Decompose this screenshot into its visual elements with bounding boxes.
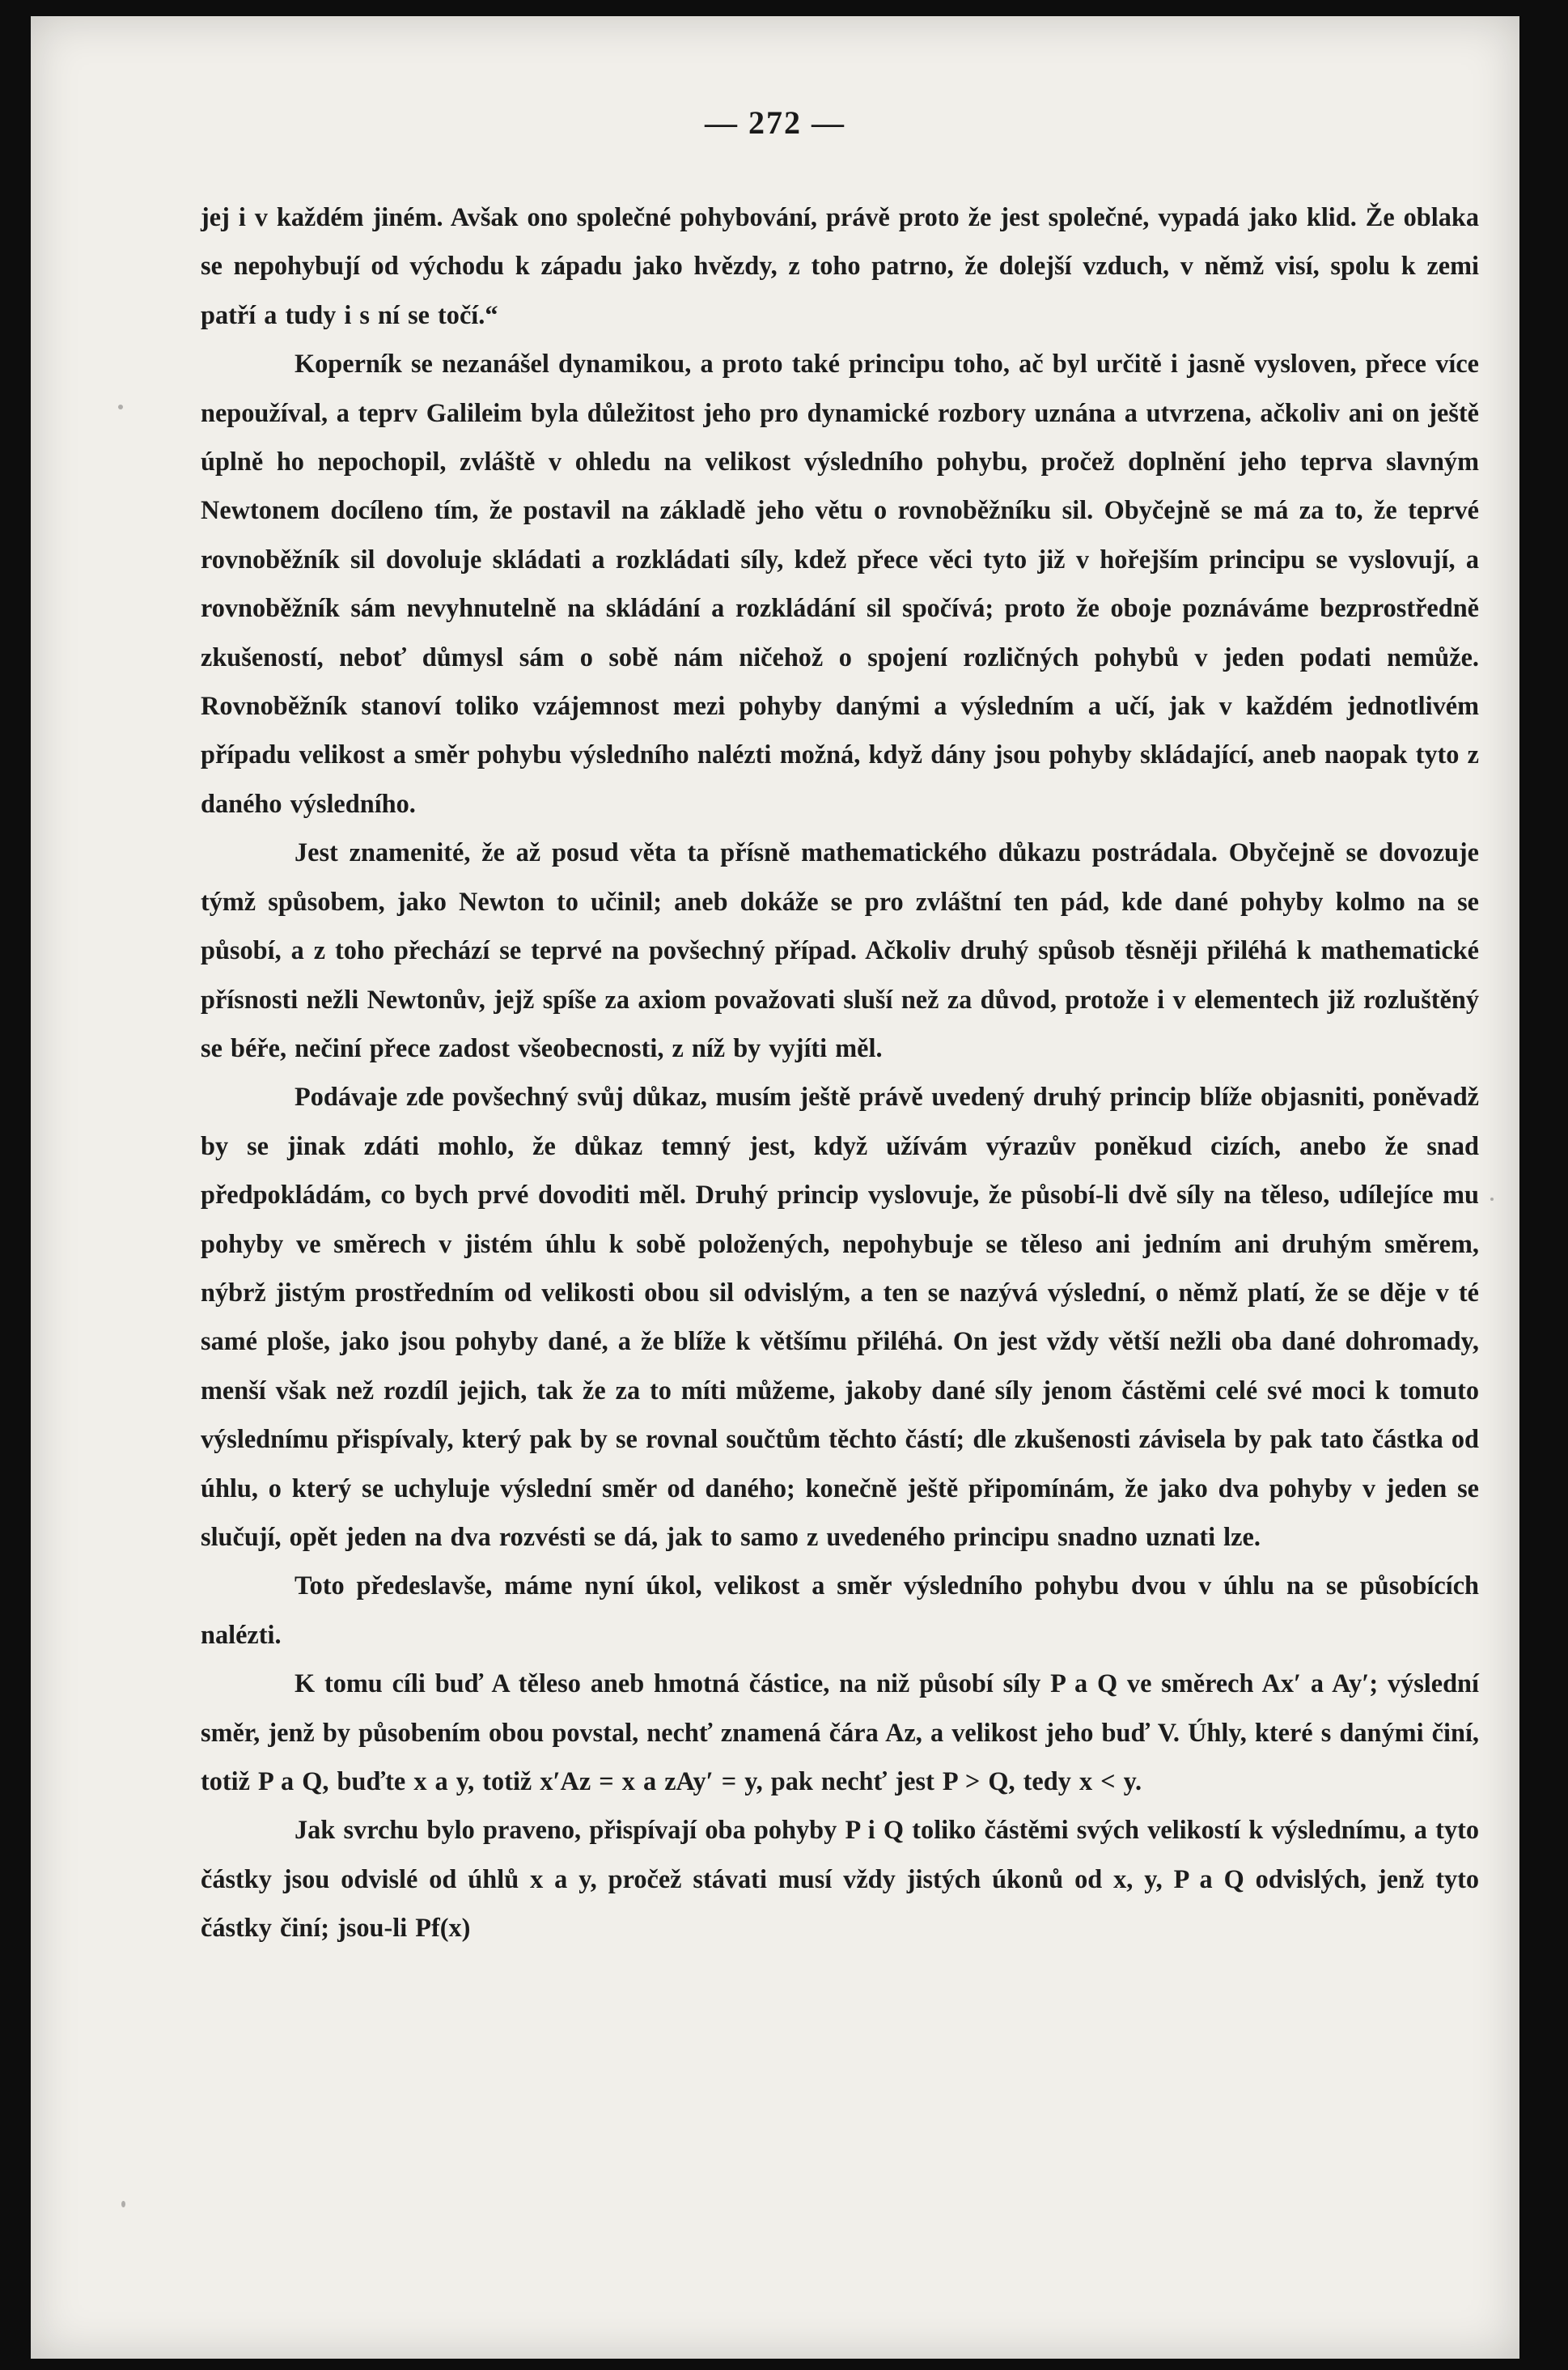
body-text [201,193,1479,1952]
paragraph-2: Koperník se nezanášel dynamikou, a proto také principu toho, ač byl určitě i jasně vysloven, přece více nepoužíval, a teprv Galileim byla důležitost jeho pro dynamické rozbory uznána a utvrzena, ačkoliv ani on ještě úplně ho nepochopil, zvláště v ohledu na velikost výsledního pohybu, pročež doplnění jeho teprva slavným Newtonem docíleno tím, že postavil na základě jeho větu o rovnoběžníku sil. Obyčejně se má za to, že teprvé rovnoběžník sil dovoluje skládati a rozkládati síly, kdež přece věci tyto již v hořejším principu se vyslovují, a rovnoběžník sám nevyhnutelně na skládání a rozkládání sil spočívá; proto že oboje poznáváme bezprostředně zkušeností, neboť důmysl sám o sobě nám ničehož o spojení rozličných pohybů v jeden podati nemůže. Rovnoběžník stanoví toliko vzájemnost mezi pohyby danými a výsledním a učí, jak v každém jednotlivém případu velikost a směr pohybu výsledního nalézti možná, když dány jsou pohyby skládající, aneb naopak tyto z daného výsledního. [201,349,1479,818]
paragraph-1: jej i v každém jiném. Avšak ono společné pohybování, právě proto že jest společné, vypadá jako klid. Že oblaka se nepohybují od východu k západu jako hvězdy, z toho patrno, že dolejší vzduch, v němž visí, spolu k zemi patří a tudy i s ní se točí.“ [201,202,1479,329]
scan-speck [121,2201,125,2207]
paragraph-7: Jak svrchu bylo praveno, přispívají oba pohyby P i Q toliko částěmi svých velikostí k výslednímu, a tyto částky jsou odvislé od úhlů x a y, pročež stávati musí vždy jistých úkonů od x, y, P a Q odvislých, jenž tyto částky činí; jsou-li Pf(x) [201,1815,1479,1943]
paragraph-3: Jest znamenité, že až posud věta ta přísně mathematického důkazu postrádala. Obyčejně se dovozuje týmž spůsobem, jako Newton to učinil; aneb dokáže se pro zvláštní ten pád, kde dané pohyby kolmo na se působí, a z toho přechází se teprvé na povšechný případ. Ačkoliv druhý spůsob těsněji přiléhá k mathematické přísnosti nežli Newtonův, jejž spíše za axiom považovati sluší než za důvod, protože i v elementech již rozluštěný se béře, nečiní přece zadost všeobecnosti, z níž by vyjíti měl. [201,837,1479,1062]
book-page [31,16,1519,2359]
scan-speck [118,405,123,409]
page-number: — 272 — [705,104,845,141]
scan-speck [1490,1198,1494,1201]
paragraph-4: Podávaje zde povšechný svůj důkaz, musím ještě právě uvedený druhý princip blíže objasniti, poněvadž by se jinak zdáti mohlo, že důkaz temný jest, když užívám výrazův poněkud cizích, anebo že snad předpokládám, co bych prvé dovoditi měl. Druhý princip vyslovuje, že působí-li dvě síly na těleso, udílejíce mu pohyby ve směrech v jistém úhlu k sobě položených, nepohybuje se těleso ani jedním ani druhým směrem, nýbrž jistým prostředním od velikosti obou sil odvislým, a ten se nazývá výslední, o němž platí, že se děje v té samé ploše, jako jsou pohyby dané, a že blíže k většímu přiléhá. On jest vždy větší nežli oba dané dohromady, menší však než rozdíl jejich, tak že za to míti můžeme, jakoby dané síly jenom částěmi celé své moci k tomuto výslednímu přispívaly, který pak by se rovnal součtům těchto částí; dle zkušenosti závisela by pak tato částka od úhlu, o který se uchyluje výslední směr od daného; konečně ještě připomínám, že jako dva pohyby v jeden se slučují, opět jeden na dva rozvésti se dá, jak to samo z uvedeného principu snadno uznati lze. [201,1082,1479,1551]
paragraph-6: K tomu cíli buď A těleso aneb hmotná částice, na niž působí síly P a Q ve směrech Ax′ a Ay′; výslední směr, jenž by působením obou povstal, nechť znamená čára Az, a velikost jeho buď V. Úhly, které s danými činí, totiž P a Q, buďte x a y, totiž x′Az = x a zAy′ = y, pak nechť jest P > Q, tedy x < y. [201,1668,1479,1796]
paragraph-5: Toto předeslavše, máme nyní úkol, velikost a směr výsledního pohybu dvou v úhlu na se působících nalézti. [201,1571,1479,1649]
